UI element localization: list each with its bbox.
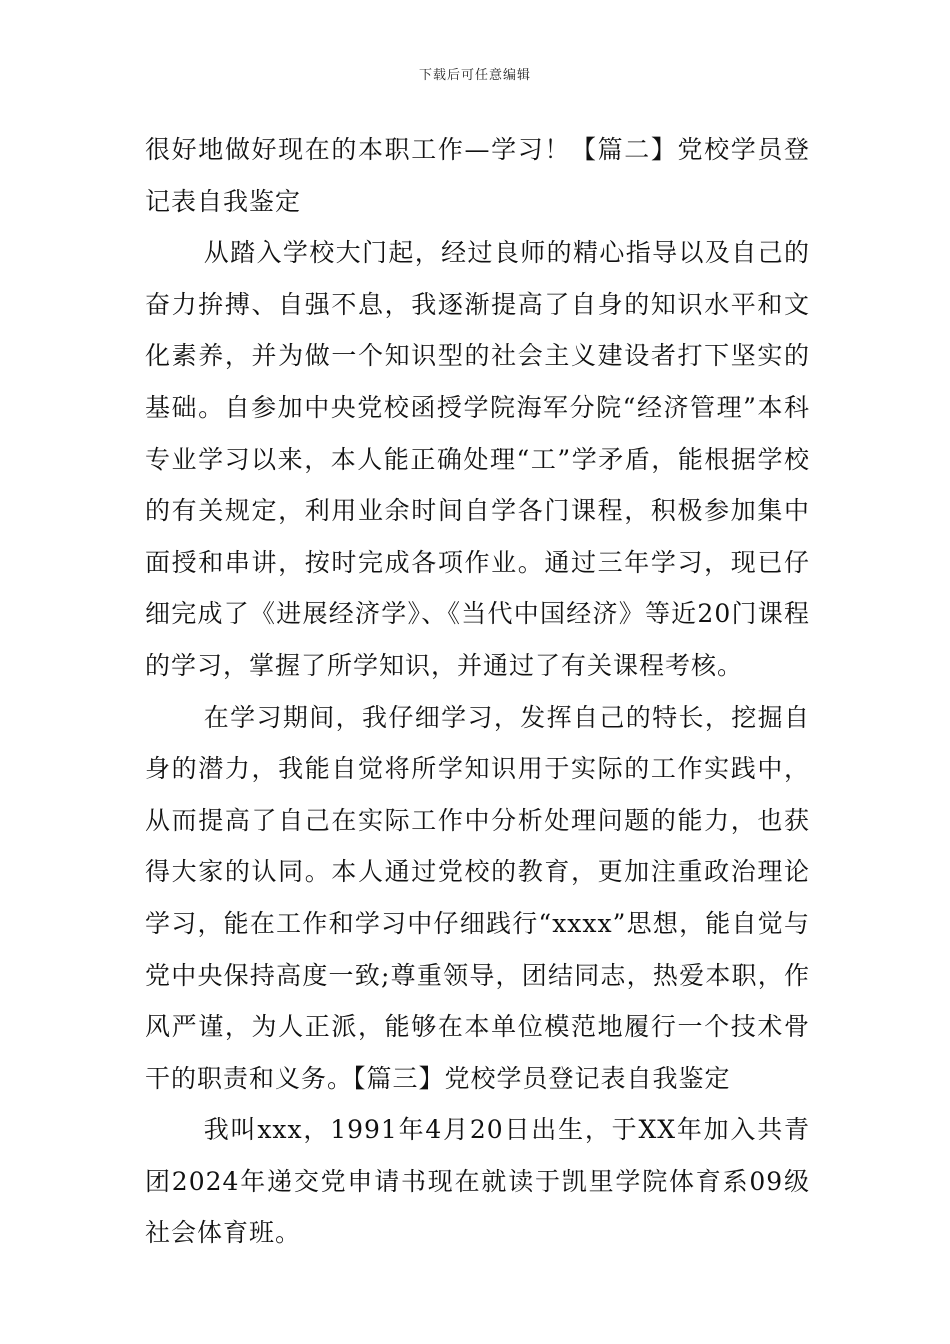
- paragraph-continuation: 很好地做好现在的本职工作—学习！【篇二】党校学员登记表自我鉴定: [145, 135, 810, 216]
- paragraph-self-introduction: 我叫xxx，1991年4月20日出生，于XX年加入共青团2024年递交党申请书现在就读于凯里学院体育系09级社会体育班。: [145, 1115, 810, 1248]
- paragraph-study-period: 在学习期间，我仔细学习，发挥自己的特长，挖掘自身的潜力，我能自觉将所学知识用于实际的工作实践中，从而提高了自己在实际工作中分析处理问题的能力，也获得大家的认同。本人通过党校的教育，更加注重政治理论学习，能在工作和学习中仔细践行“xxxx”思想，能自觉与党中央保持高度一致;尊重领导，团结同志，热爱本职，作风严谨，为人正派，能够在本单位模范地履行一个技术骨干的职责和义务。【篇三】党校学员登记表自我鉴定: [145, 702, 810, 1093]
- paragraph-study-experience: 从踏入学校大门起，经过良师的精心指导以及自己的奋力拚搏、自强不息，我逐渐提高了自身的知识水平和文化素养，并为做一个知识型的社会主义建设者打下坚实的基础。自参加中央党校函授学院海军分院“经济管理”本科专业学习以来，本人能正确处理“工”学矛盾，能根据学校的有关规定，利用业余时间自学各门课程，积极参加集中面授和串讲，按时完成各项作业。通过三年学习，现已仔细完成了《进展经济学》、《当代中国经济》等近20门课程的学习，掌握了所学知识，并通过了有关课程考核。: [145, 238, 810, 680]
- page-header-note: 下载后可任意编辑: [418, 68, 531, 83]
- document-body: [145, 124, 810, 1259]
